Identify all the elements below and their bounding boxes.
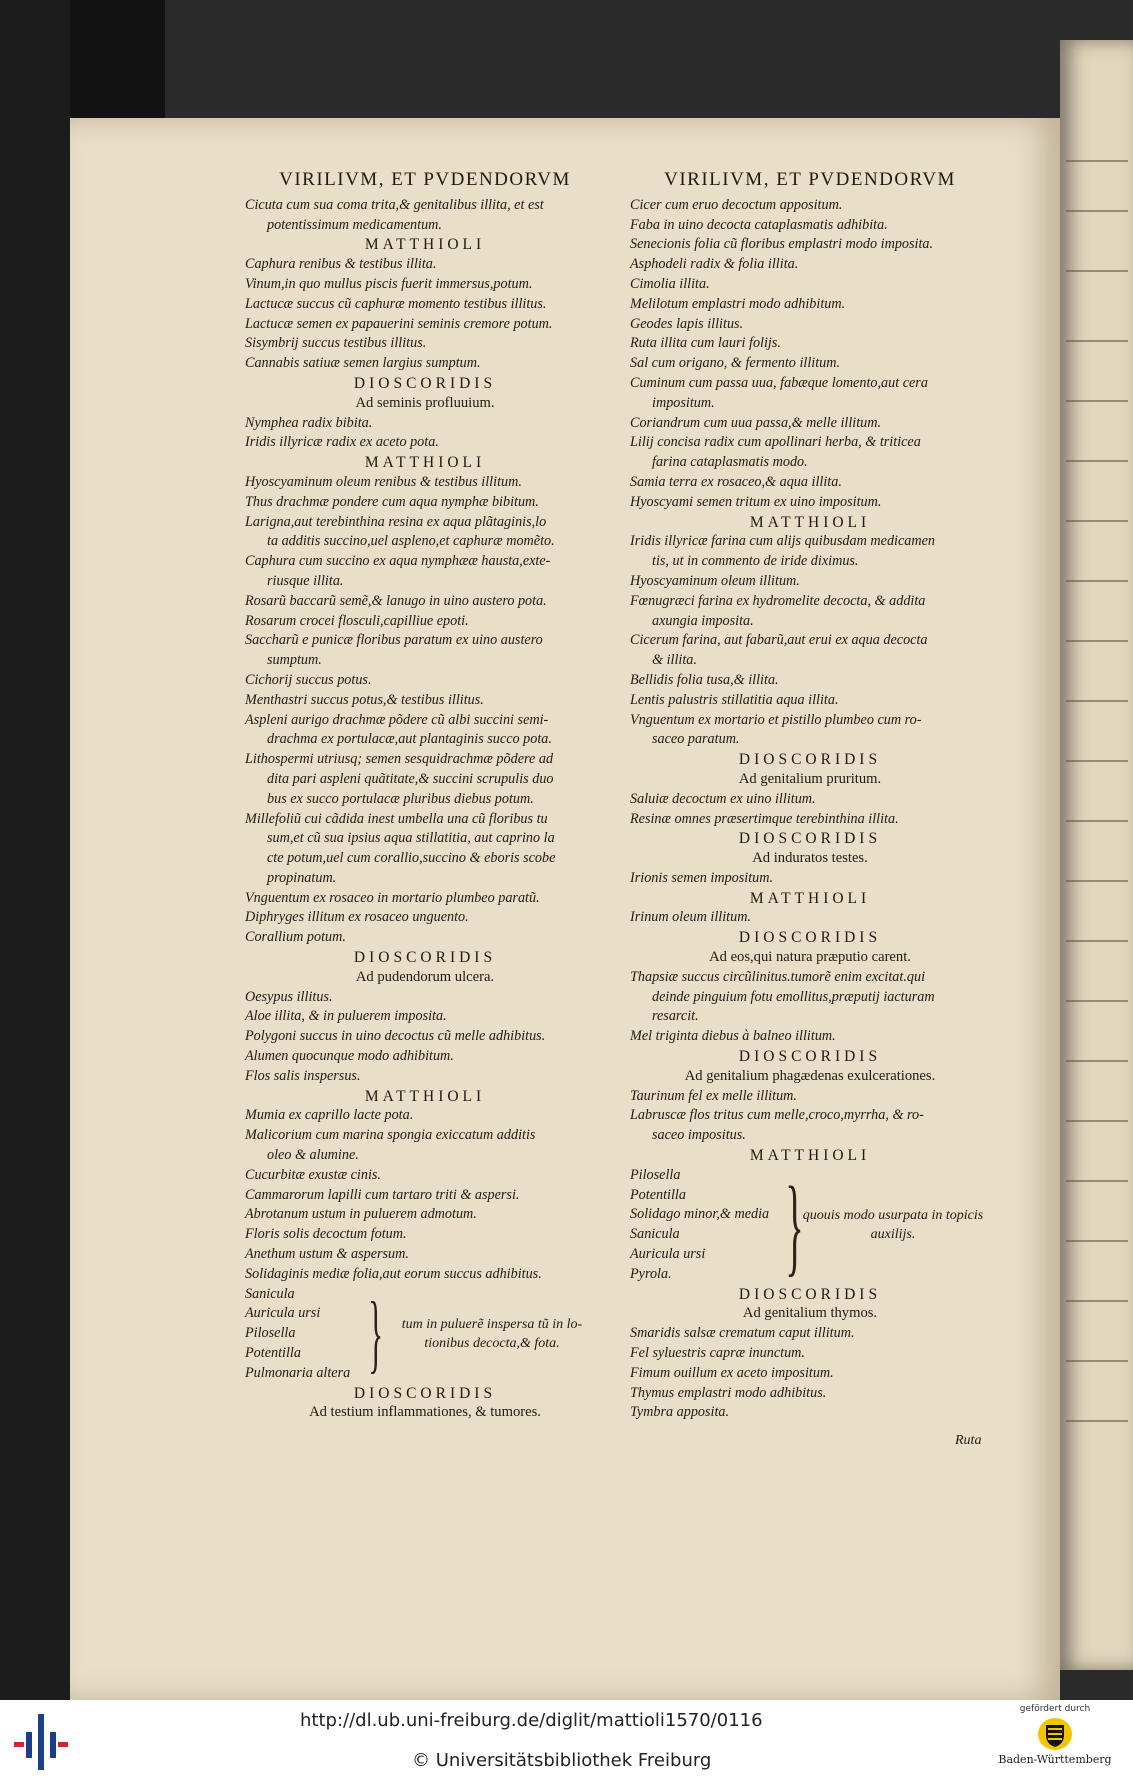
text-line: Hyoscyami semen tritum ex uino impositum. bbox=[630, 493, 882, 510]
text-line: Irionis semen impositum. bbox=[630, 869, 774, 886]
text-line: Bellidis folia tusa,& illita. bbox=[630, 671, 779, 688]
text-line-continued: saceo impositus. bbox=[652, 1127, 746, 1144]
text-line: Cuminum cum passa uua, fabæque lomento,aut cera bbox=[630, 374, 928, 391]
section-heading: MATTHIOLI bbox=[364, 454, 486, 472]
text-line: Lactucæ semen ex papauerini seminis cremore potum. bbox=[245, 315, 553, 332]
section-heading: MATTHIOLI bbox=[749, 889, 871, 907]
text-line: Solidaginis mediæ folia,aut eorum succus adhibitus. bbox=[245, 1265, 542, 1282]
brace-item: Potentilla bbox=[245, 1345, 301, 1362]
brace-note: tum in puluerẽ inspersa tũ in lo- tionibus decocta,& fota. bbox=[401, 1317, 583, 1352]
catchword: Ruta bbox=[955, 1433, 982, 1448]
section-subheading: Ad genitalium thymos. bbox=[742, 1305, 878, 1322]
text-line: Aloe illita, & in puluerem imposita. bbox=[245, 1008, 447, 1025]
brace-item: Pilosella bbox=[630, 1166, 681, 1183]
text-line: Hyoscyaminum oleum illitum. bbox=[630, 572, 800, 589]
section-subheading: Ad genitalium phagædenas exulcerationes. bbox=[684, 1067, 936, 1084]
brace-item: Solidago minor,& media bbox=[630, 1206, 770, 1223]
text-line: Irinum oleum illitum. bbox=[630, 909, 751, 926]
text-line: Thapsiæ succus circũlinitus.tumorẽ enim excitat.qui bbox=[630, 968, 926, 985]
sponsor-name: Baden-Württemberg bbox=[998, 1753, 1112, 1766]
text-line: Sal cum origano, & fermento illitum. bbox=[630, 355, 841, 372]
viewer-footer bbox=[0, 1700, 1133, 1780]
section-heading: MATTHIOLI bbox=[364, 1087, 486, 1105]
text-line: Cucurbitæ exustæ cinis. bbox=[245, 1166, 381, 1183]
sponsor-label: gefördert durch bbox=[1019, 1704, 1091, 1714]
text-line-continued: tis, ut in commento de iride diximus. bbox=[652, 553, 859, 570]
text-line: Anethum ustum & aspersum. bbox=[245, 1246, 409, 1263]
text-line: Menthastri succus potus,& testibus illitus. bbox=[245, 691, 484, 708]
section-heading: DIOSCORIDIS bbox=[353, 374, 497, 392]
text-line: Mel triginta diebus à balneo illitum. bbox=[630, 1028, 836, 1045]
section-subheading: Ad testium inflammationes, & tumores. bbox=[309, 1404, 541, 1421]
baden-wuerttemberg-crest-icon bbox=[1037, 1717, 1073, 1751]
text-line-continued: cte potum,uel cum corallio,succino & eboris scobe bbox=[267, 850, 556, 867]
text-line-continued: riusque illita. bbox=[267, 572, 344, 589]
running-head-right: VIRILIVM, ET PVDENDORVM bbox=[664, 169, 956, 190]
text-line: Lithospermi utriusq; semen sesquidrachmæ põdere ad bbox=[245, 751, 554, 768]
text-line-continued: farina cataplasmatis modo. bbox=[652, 454, 808, 471]
text-line-continued: deinde pinguium fotu emollitus,præputij iacturam bbox=[652, 988, 935, 1005]
text-line: Senecionis folia cũ floribus emplastri modo imposita. bbox=[630, 236, 934, 253]
text-line: Oesypus illitus. bbox=[245, 988, 333, 1005]
brace-note: quouis modo usurpata in topicis auxilijs. bbox=[802, 1208, 984, 1243]
brace-item: Potentilla bbox=[630, 1186, 686, 1203]
text-line-continued: axungia imposita. bbox=[652, 612, 754, 629]
text-line-continued: impositum. bbox=[652, 394, 715, 411]
brace-item: Pyrola. bbox=[630, 1265, 672, 1282]
text-line-continued: resarcit. bbox=[652, 1008, 699, 1025]
text-line: Caphura renibus & testibus illita. bbox=[245, 256, 437, 273]
section-heading: MATTHIOLI bbox=[749, 513, 871, 531]
brace-icon: } bbox=[785, 1164, 804, 1287]
text-line: Alumen quocunque modo adhibitum. bbox=[245, 1048, 454, 1065]
text-line: Flos salis inspersus. bbox=[245, 1067, 361, 1084]
brace-item: Pilosella bbox=[245, 1325, 296, 1342]
text-line: Ruta illita cum lauri folijs. bbox=[630, 335, 781, 352]
section-heading: DIOSCORIDIS bbox=[353, 949, 497, 967]
text-line-continued: ta additis succino,uel aspleno,et caphuræ momẽto. bbox=[267, 533, 555, 550]
text-line: Vinum,in quo mullus piscis fuerit immersus,potum. bbox=[245, 275, 533, 292]
right-column bbox=[630, 170, 990, 1423]
text-line: Thymus emplastri modo adhibitus. bbox=[630, 1384, 827, 1401]
text-line: Cicerum farina, aut fabarũ,aut erui ex aqua decocta bbox=[630, 632, 928, 649]
text-line: Millefoliũ cui cãdida inest umbella una cũ floribus tu bbox=[245, 810, 548, 827]
section-subheading: Ad seminis profluuium. bbox=[355, 394, 495, 411]
text-line: Vnguentum ex rosaceo in mortario plumbeo paratũ. bbox=[245, 889, 540, 906]
text-line-continued: propinatum. bbox=[267, 869, 337, 886]
text-line: Iridis illyricæ radix ex aceto pota. bbox=[245, 434, 439, 451]
text-line: Diphryges illitum ex rosaceo unguento. bbox=[245, 909, 469, 926]
section-subheading: Ad eos,qui natura præputio carent. bbox=[709, 949, 911, 966]
permalink-url[interactable]: http://dl.ub.uni-freiburg.de/diglit/mattioli1570/0116 bbox=[300, 1710, 763, 1731]
ub-freiburg-logo-icon[interactable] bbox=[14, 1714, 70, 1770]
text-line: Hyoscyaminum oleum renibus & testibus illitum. bbox=[245, 473, 522, 490]
section-heading: DIOSCORIDIS bbox=[738, 830, 882, 848]
text-line-continued: bus ex succo portulacæ pluribus diebus potum. bbox=[267, 790, 534, 807]
section-heading: DIOSCORIDIS bbox=[738, 1048, 882, 1066]
text-line: Cimolia illita. bbox=[630, 275, 710, 292]
text-line: Cichorij succus potus. bbox=[245, 671, 372, 688]
text-line: Floris solis decoctum fotum. bbox=[245, 1226, 407, 1243]
text-line: Lactucæ succus cũ caphuræ momento testibus illitus. bbox=[245, 295, 547, 312]
running-head-left: VIRILIVM, ET PVDENDORVM bbox=[279, 169, 571, 190]
section-subheading: Ad induratos testes. bbox=[752, 850, 868, 867]
section-heading: DIOSCORIDIS bbox=[738, 1285, 882, 1303]
brace-item: Pulmonaria altera bbox=[245, 1364, 351, 1381]
text-line: Fel syluestris capræ inunctum. bbox=[630, 1345, 805, 1362]
text-line-continued: potentissimum medicamentum. bbox=[267, 216, 442, 233]
brace-item: Sanicula bbox=[245, 1285, 295, 1302]
text-line: Vnguentum ex mortario et pistillo plumbeo cum ro- bbox=[630, 711, 922, 728]
text-line: Aspleni aurigo drachmæ põdere cũ albi succini semi- bbox=[245, 711, 549, 728]
text-line: Resinæ omnes præsertimque terebinthina illita. bbox=[630, 810, 899, 827]
text-line: Cammarorum lapilli cum tartaro triti & aspersi. bbox=[245, 1186, 520, 1203]
right-brace-group bbox=[630, 1166, 990, 1285]
section-subheading: Ad pudendorum ulcera. bbox=[355, 968, 495, 985]
text-line: Tymbra apposita. bbox=[630, 1404, 730, 1421]
left-column bbox=[245, 170, 605, 1423]
text-line-continued: dita pari aspleni quãtitate,& succini scrupulis duo bbox=[267, 770, 554, 787]
text-line: Rosarũ baccarũ semẽ,& lanugo in uino austero pota. bbox=[245, 592, 547, 609]
text-line: Smaridis salsæ crematum caput illitum. bbox=[630, 1325, 855, 1342]
section-heading: MATTHIOLI bbox=[749, 1147, 871, 1165]
left-brace-group bbox=[245, 1285, 605, 1384]
text-line: Fœnugræci farina ex hydromelite decocta, & addita bbox=[630, 592, 926, 609]
text-line: Polygoni succus in uino decoctus cũ melle adhibitus. bbox=[245, 1028, 546, 1045]
text-line: Thus drachmæ pondere cum aqua nymphæ bibitum. bbox=[245, 493, 539, 510]
section-heading: MATTHIOLI bbox=[364, 236, 486, 254]
text-line: Abrotanum ustum in puluerem admotum. bbox=[245, 1206, 477, 1223]
text-line: Fimum ouillum ex aceto impositum. bbox=[630, 1364, 834, 1381]
text-line: Malicorium cum marina spongia exiccatum additis bbox=[245, 1127, 536, 1144]
text-line-continued: saceo paratum. bbox=[652, 731, 740, 748]
facing-page-edge bbox=[1060, 40, 1133, 1670]
text-line: Mumia ex caprillo lacte pota. bbox=[245, 1107, 414, 1124]
text-line: Geodes lapis illitus. bbox=[630, 315, 744, 332]
brace-icon: } bbox=[368, 1285, 383, 1383]
text-line: Iridis illyricæ farina cum alijs quibusdam medicamen bbox=[630, 533, 936, 550]
brace-item: Auricula ursi bbox=[630, 1246, 706, 1263]
text-line: Lentis palustris stillatitia aqua illita. bbox=[630, 691, 839, 708]
section-subheading: Ad genitalium pruritum. bbox=[738, 770, 882, 787]
text-line: Labruscæ flos tritus cum melle,croco,myrrha, & ro- bbox=[630, 1107, 924, 1124]
text-line: Caphura cum succino ex aqua nymphææ hausta,exte- bbox=[245, 553, 551, 570]
section-heading: DIOSCORIDIS bbox=[353, 1384, 497, 1402]
section-heading: DIOSCORIDIS bbox=[738, 929, 882, 947]
text-line: Nymphea radix bibita. bbox=[245, 414, 373, 431]
section-heading: DIOSCORIDIS bbox=[738, 751, 882, 769]
text-line: Saluiæ decoctum ex uino illitum. bbox=[630, 790, 816, 807]
copyright-text: © Universitätsbibliothek Freiburg bbox=[412, 1750, 712, 1771]
brace-item: Auricula ursi bbox=[245, 1305, 321, 1322]
text-line: Corallium potum. bbox=[245, 929, 346, 946]
sponsor-block bbox=[990, 1704, 1120, 1766]
text-line: Samia terra ex rosaceo,& aqua illita. bbox=[630, 473, 842, 490]
text-line: Faba in uino decocta cataplasmatis adhibita. bbox=[630, 216, 888, 233]
text-line: Sisymbrij succus testibus illitus. bbox=[245, 335, 427, 352]
text-line: Cannabis satiuæ semen largius sumptum. bbox=[245, 355, 481, 372]
brace-item: Sanicula bbox=[630, 1226, 680, 1243]
text-line-continued: & illita. bbox=[652, 652, 697, 669]
text-line-continued: sumptum. bbox=[267, 652, 322, 669]
text-line: Taurinum fel ex melle illitum. bbox=[630, 1087, 797, 1104]
text-line: Larigna,aut terebinthina resina ex aqua plãtaginis,lo bbox=[245, 513, 547, 530]
text-line: Rosarum crocei flosculi,capilliue epoti. bbox=[245, 612, 469, 629]
text-line-continued: oleo & alumine. bbox=[267, 1147, 359, 1164]
text-line: Saccharũ e punicæ floribus paratum ex uino austero bbox=[245, 632, 543, 649]
text-line: Coriandrum cum uua passa,& melle illitum. bbox=[630, 414, 882, 431]
text-line: Cicuta cum sua coma trita,& genitalibus illita, et est bbox=[245, 196, 544, 213]
text-line-continued: drachma ex portulacæ,aut plantaginis succo pota. bbox=[267, 731, 552, 748]
scan-background bbox=[0, 0, 70, 1700]
text-line: Lilij concisa radix cum apollinari herba, & triticea bbox=[630, 434, 921, 451]
text-line-continued: sum,et cũ sua ipsius aqua stillatitia, aut caprino la bbox=[267, 830, 555, 847]
text-line: Asphodeli radix & folia illita. bbox=[630, 256, 799, 273]
text-line: Cicer cum eruo decoctum appositum. bbox=[630, 196, 843, 213]
text-line: Melilotum emplastri modo adhibitum. bbox=[630, 295, 846, 312]
